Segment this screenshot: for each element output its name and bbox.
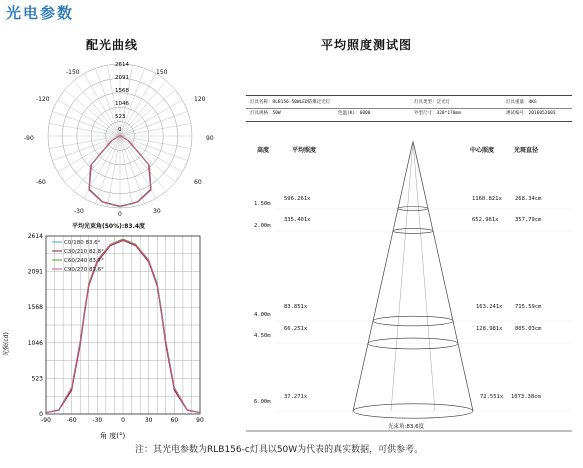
row-avg: 83.851x	[284, 304, 308, 310]
lamp-type: 灯具类型：泛光灯	[414, 100, 450, 105]
row-center: 128.981x	[476, 326, 503, 332]
color-temp: 色温(K)：6000	[338, 111, 371, 116]
x-tick-label: -60	[66, 417, 77, 424]
angle-label-p90: 90	[206, 135, 214, 142]
legend-label: C90/270 83.6°	[64, 267, 104, 273]
angle-label-p60: 60	[194, 179, 202, 186]
y-tick-label: 1568	[27, 304, 43, 312]
angle-label-n60: -60	[36, 179, 46, 186]
polar-chart-title: 配光曲线	[86, 38, 139, 52]
illuminance-chart-title: 平均照度测试图	[321, 38, 413, 52]
row-spot: 268.34cm	[515, 196, 542, 202]
y-tick-label: 0	[39, 411, 43, 418]
row-spot: 805.03cm	[515, 326, 542, 332]
angle-label-n30: -30	[74, 208, 84, 215]
angle-label-n120: -120	[36, 96, 50, 103]
y-tick-label: 2091	[27, 268, 43, 276]
row-height: 4.00m	[254, 312, 271, 318]
cartesian-legend	[52, 240, 104, 273]
illuminance-diagram	[246, 121, 576, 441]
radial-label-2091: 2091	[115, 75, 129, 81]
page-title: 光电参数	[6, 4, 75, 22]
info-divider	[246, 108, 572, 109]
angle-label-0: 0	[118, 211, 122, 218]
radial-label-1568: 1568	[115, 88, 129, 94]
col-header-height: 高度	[257, 147, 270, 154]
row-avg: 335.401x	[284, 217, 311, 223]
row-spot: 1073.38cm	[511, 394, 541, 400]
row-height: 1.50m	[254, 201, 271, 207]
row-center: 1160.821x	[472, 196, 502, 202]
legend-label: C30/210 82.8°	[64, 249, 104, 255]
y-tick-label: 2614	[27, 233, 43, 240]
cone-edge-left	[353, 141, 413, 411]
radial-label-2614: 2614	[115, 62, 129, 68]
y-tick-label: 1046	[27, 339, 43, 347]
radial-label-523: 523	[115, 114, 126, 120]
angle-label-n150: -150	[66, 69, 80, 76]
angle-label-p120: 120	[194, 96, 206, 103]
x-tick-label: 60	[170, 417, 179, 424]
cone-inner-left	[391, 141, 413, 411]
row-center: 72.551x	[480, 394, 504, 400]
row-height: 6.00m	[254, 399, 271, 405]
legend-label: C0/180 83.6°	[64, 240, 101, 246]
row-avg: 66.251x	[284, 326, 308, 332]
row-center: 652.961x	[472, 217, 499, 223]
lamp-spec: 灯具规格：50W	[250, 111, 281, 116]
radial-label-0: 0	[118, 127, 122, 133]
angle-label-n90: -90	[24, 135, 34, 142]
x-tick-label: 90	[196, 417, 204, 424]
beam-cone	[276, 141, 572, 418]
legend-label: C60/240 83.7°	[64, 258, 104, 264]
angle-label-p150: 150	[156, 69, 168, 76]
row-spot: 357.79cm	[515, 217, 542, 223]
col-header-spot: 光斑直径	[514, 147, 539, 154]
y-tick-label: 523	[31, 375, 43, 383]
test-number: 测试编号：2016052603	[506, 111, 556, 116]
x-tick-label: -90	[41, 417, 51, 424]
x-tick-label: -30	[92, 417, 103, 424]
row-avg: 596.261x	[284, 196, 311, 202]
dimensions: 外型尺寸：320*170mm	[414, 111, 461, 116]
row-spot: 715.59cm	[515, 304, 542, 310]
col-header-avg: 平均照度	[292, 147, 317, 154]
x-tick-label: 0	[121, 417, 125, 424]
angle-label-p30: 30	[153, 208, 161, 215]
lamp-weight: 灯具重量：4KG	[506, 100, 537, 105]
polar-chart	[40, 58, 200, 226]
row-height: 2.00m	[254, 223, 271, 229]
footnote: 注：其光电参数为RLB156-c灯具以50W为代表的真实数据，可供参考。	[135, 445, 424, 455]
y-axis-label: 光强(cd)	[3, 332, 10, 356]
row-height: 4.50m	[254, 333, 271, 339]
row-avg: 37.271x	[284, 394, 308, 400]
cone-inner-right	[413, 141, 435, 411]
row-center: 163.241x	[476, 304, 503, 310]
x-axis-label: 角 度(°)	[100, 432, 126, 440]
x-tick-label: 30	[144, 417, 153, 424]
radial-label-1046: 1046	[115, 101, 129, 107]
col-header-center: 中心照度	[470, 147, 495, 154]
cartesian-chart	[0, 226, 212, 444]
polar-footnote: 平均光束角(50%):83.4度	[72, 223, 146, 230]
cone-edge-right	[413, 141, 473, 411]
beam-angle-label: 光束角:83.6度	[388, 424, 425, 430]
lamp-name: 灯具名称：RLB156-50WLED防爆泛光灯	[250, 100, 331, 105]
